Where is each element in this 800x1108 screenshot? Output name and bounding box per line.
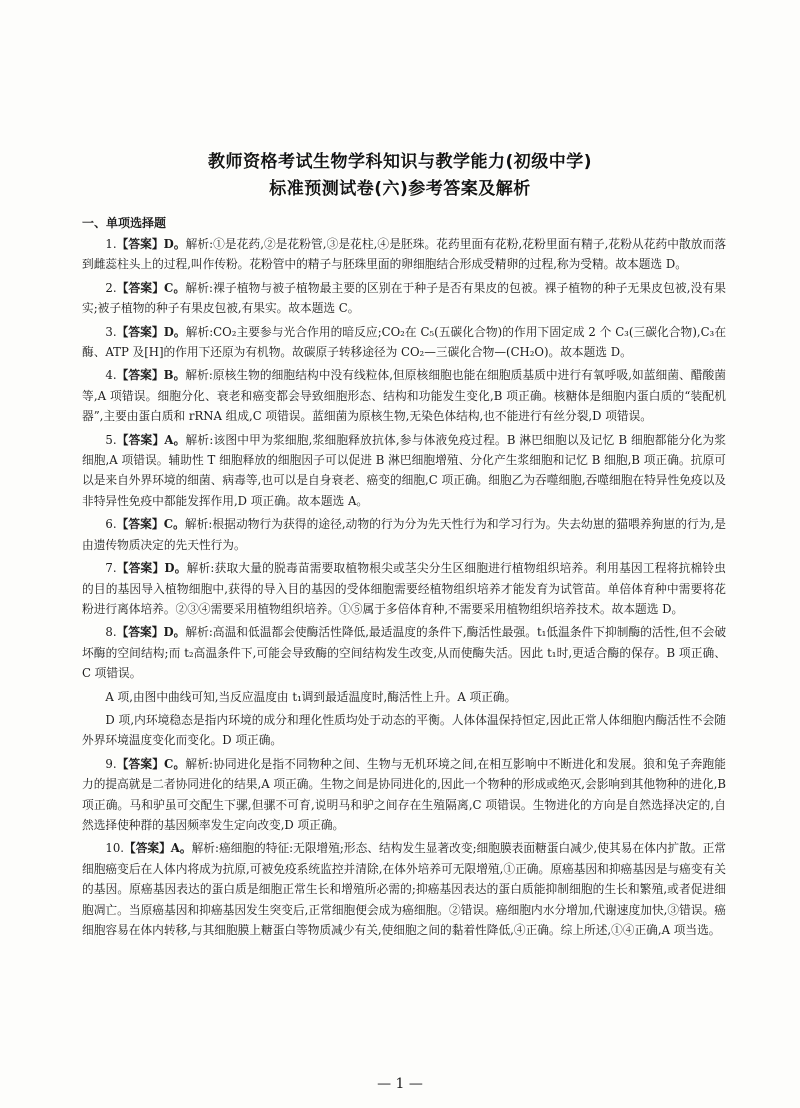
answer-text: 解析:协同进化是指不同物种之间、生物与无机环境之间,在相互影响中不断进化和发展。狼和兔子奔跑能力的提高就是二者协同进化的结果,A 项正确。生物之间是协同进化的,因此一个物种的形成或绝灭,会影响到其他物种的进化,B 项正确。马和驴虽可交配生下骡,但骡不可育,说明马和驴之间存在生殖隔离,C 项错误。生物进化的方向是自然选择决定的,自然选择使种群的基因频率发生定向改变,D 项正确。 <box>82 756 726 832</box>
answer-number: 7. <box>105 561 117 576</box>
answer-8-option-d: D 项,内环境稳态是指内环境的成分和理化性质均处于动态的平衡。人体体温保持恒定,因此正常人体细胞内酶活性不会随外界环境温度变化而变化。D 项正确。 <box>82 712 726 748</box>
answer-number: 8. <box>105 625 117 640</box>
answer-text: 解析:该图中甲为浆细胞,浆细胞释放抗体,参与体液免疫过程。B 淋巴细胞以及记忆 B 细胞都能分化为浆细胞,A 项错误。辅助性 T 细胞释放的细胞因子可以促进 B 淋巴细胞增殖、分化产生浆细胞和记忆 B 细胞,B 项正确。抗原可以是来自外界环境的细菌、病毒等,也可以是自身衰老、癌变的细胞,C 项正确。细胞乙为吞噬细胞,吞噬细胞在特异性免疫以及非特异性免疫中都能发挥作用,D 项正确。故本题选 A。 <box>82 432 726 508</box>
answer-text: 解析:高温和低温都会使酶活性降低,最适温度的条件下,酶活性最强。t₁低温条件下抑制酶的活性,但不会破坏酶的空间结构;而 t₂高温条件下,可能会导致酶的空间结构发生改变,从而使酶失活。因此 t₁时,更适合酶的保存。B 项正确、C 项错误。 <box>82 625 727 681</box>
answer-tag: 【答案】D。 <box>116 561 187 576</box>
answer-9 <box>82 754 726 836</box>
answer-8-option-a: A 项,由图中曲线可知,当反应温度由 t₁调到最适温度时,酶活性上升。A 项正确。 <box>105 689 517 704</box>
answer-content <box>82 214 726 943</box>
answer-text: 解析:CO₂主要参与光合作用的暗反应;CO₂在 C₅(五碳化合物)的作用下固定成 2 个 C₃(三碳化合物),C₃在酶、ATP 及[H]的作用下还原为有机物。故碳原子转移途径为 CO₂—三碳化合物—(CH₂O)。故本题选 D。 <box>82 324 727 360</box>
answer-tag: 【答案】A。 <box>123 841 192 856</box>
answer-tag: 【答案】D。 <box>116 625 186 640</box>
answer-text: 解析:原核生物的细胞结构中没有线粒体,但原核细胞也能在细胞质基质中进行有氧呼吸,如蓝细菌、醋酸菌等,A 项错误。细胞分化、衰老和癌变都会导致细胞形态、结构和功能发生变化,B 项正确。核糖体是细胞内蛋白质的“装配机器”,主要由蛋白质和 rRNA 组成,C 项错误。蓝细菌为原核生物,无染色体结构,也不能进行有丝分裂,D 项错误。 <box>82 368 726 424</box>
answer-tag: 【答案】D。 <box>116 324 186 339</box>
answer-5 <box>82 430 726 512</box>
answer-number: 1. <box>105 237 117 251</box>
answer-tag: 【答案】C。 <box>116 517 185 532</box>
answer-number: 9. <box>105 756 117 771</box>
answer-4 <box>82 365 726 426</box>
answer-number: 4. <box>105 368 117 383</box>
answer-1 <box>82 234 726 275</box>
answer-7 <box>82 558 726 619</box>
page-number: — 1 — <box>377 1076 423 1092</box>
answer-text: 解析:根据动物行为获得的途径,动物的行为分为先天性行为和学习行为。失去幼崽的猫喂养狗崽的行为,是由遗传物质决定的先天性行为。 <box>82 517 726 552</box>
answer-8 <box>82 622 726 683</box>
answer-tag: 【答案】B。 <box>116 368 186 383</box>
answer-number: 3. <box>105 324 117 339</box>
answer-number: 2. <box>105 280 117 295</box>
answer-6 <box>82 514 726 555</box>
answer-2 <box>82 278 726 319</box>
answer-tag: 【答案】D。 <box>116 237 186 251</box>
section-heading: 一、单项选择题 <box>82 216 167 230</box>
page-title: 教师资格考试生物学科知识与教学能力(初级中学) <box>207 152 593 172</box>
answer-10 <box>82 838 726 940</box>
answer-3 <box>82 322 726 363</box>
answer-number: 6. <box>105 517 117 532</box>
answer-text: 解析:裸子植物与被子植物最主要的区别在于种子是否有果皮的包被。裸子植物的种子无果皮包被,没有果实;被子植物的种子有果皮包被,有果实。故本题选 C。 <box>82 280 726 316</box>
answer-tag: 【答案】C。 <box>116 756 186 771</box>
answer-tag: 【答案】C。 <box>116 280 186 295</box>
answer-text: 解析:①是花药,②是花粉管,③是花柱,④是胚珠。花药里面有花粉,花粉里面有精子,花粉从花药中散放而落到雌蕊柱头上的过程,叫作传粉。花粉管中的精子与胚珠里面的卵细胞结合形成受精卵的过程,称为受精。故本题选 D。 <box>82 237 727 272</box>
answer-number: 5. <box>105 432 117 447</box>
answer-number: 10. <box>105 841 124 856</box>
answer-tag: 【答案】A。 <box>116 432 186 447</box>
answer-text: 解析:获取大量的脱毒苗需要取植物根尖或茎尖分生区细胞进行植物组织培养。利用基因工程将抗棉铃虫的目的基因导入植物细胞中,获得的导入目的基因的受体细胞需要经植物组织培养才能发育为试管苗。单倍体育种中需要将花粉进行离体培养。②③④需要采用植物组织培养。①⑤属于多倍体育种,不需要采用植物组织培养技术。故本题选 D。 <box>82 561 726 616</box>
answer-text: 解析:癌细胞的特征:无限增殖;形态、结构发生显著改变;细胞膜表面糖蛋白减少,使其易在体内扩散。正常细胞癌变后在人体内将成为抗原,可被免疫系统监控并清除,在体外培养可无限增殖,①正确。原癌基因和抑癌基因是与癌变有关的基因。原癌基因表达的蛋白质是细胞正常生长和增殖所必需的;抑癌基因表达的蛋白质能抑制细胞的生长和繁殖,或者促进细胞凋亡。当原癌基因和抑癌基因发生突变后,正常细胞便会成为癌细胞。②错误。癌细胞内水分增加,代谢速度加快,③错误。癌细胞容易在体内转移,与其细胞膜上糖蛋白等物质减少有关,使细胞之间的黏着性降低,④正确。综上所述,①④正确,A 项当选。 <box>82 841 726 937</box>
page-subtitle: 标准预测试卷(六)参考答案及解析 <box>269 179 531 199</box>
